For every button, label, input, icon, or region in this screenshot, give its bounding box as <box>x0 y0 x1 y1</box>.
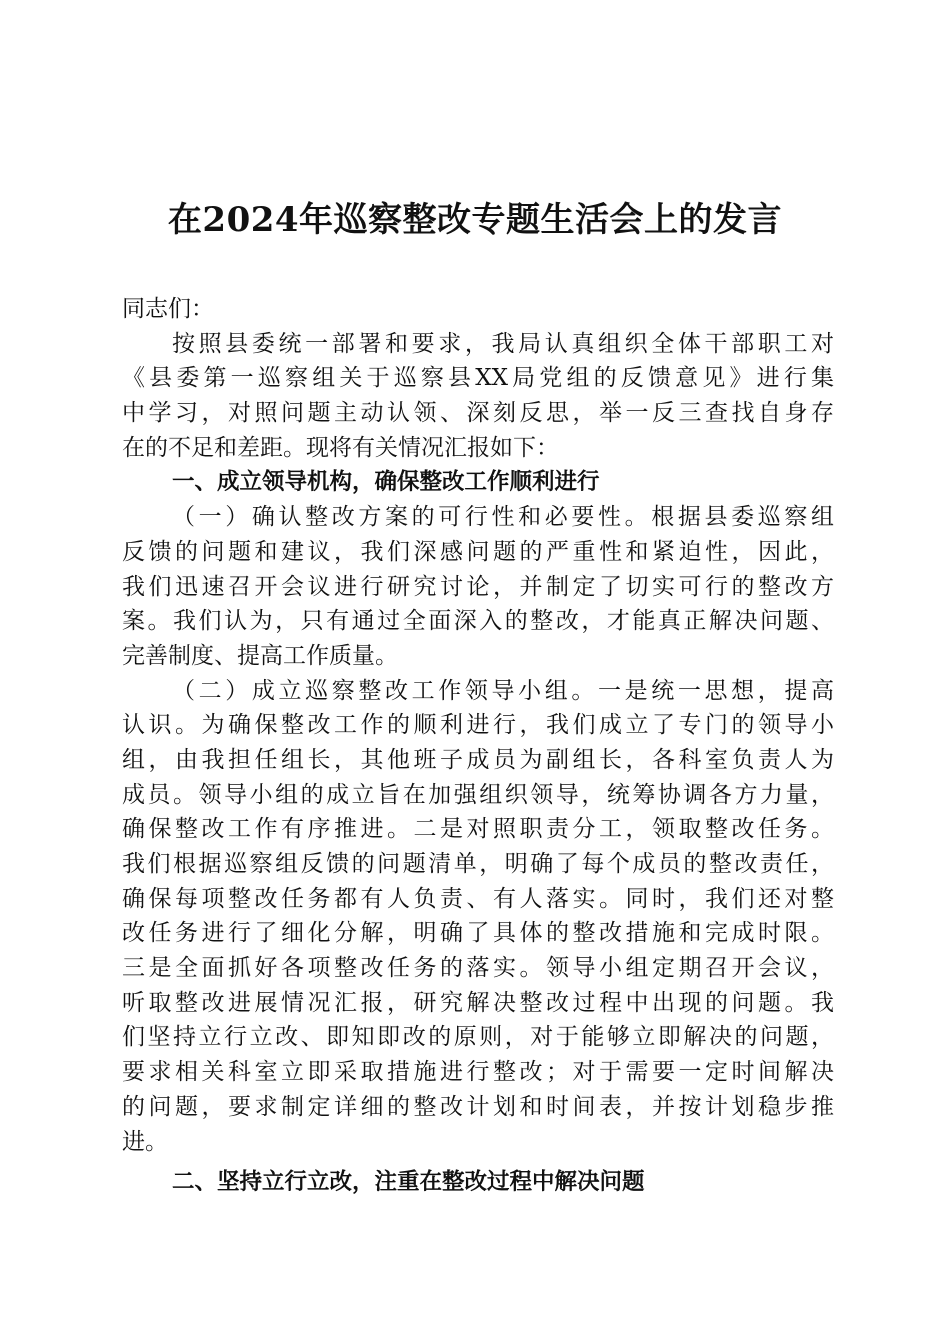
paragraph-line: 反馈的问题和建议，我们深感问题的严重性和紧迫性，因此， <box>122 538 834 565</box>
paragraph-line: 们坚持立行立改、即知即改的原则，对于能够立即解决的问题， <box>122 1024 834 1051</box>
paragraph-line: 要求相关科室立即采取措施进行整改；对于需要一定时间解决 <box>122 1059 834 1086</box>
paragraph-line: 成员。领导小组的成立旨在加强组织领导，统筹协调各方力量， <box>122 781 834 808</box>
paragraph-line: 进。 <box>122 1128 168 1155</box>
paragraph-line: 按照县委统一部署和要求，我局认真组织全体干部职工对 <box>172 330 834 357</box>
paragraph-line: 听取整改进展情况汇报，研究解决整改过程中出现的问题。我 <box>122 989 834 1016</box>
paragraph-line: 完善制度、提高工作质量。 <box>122 642 398 669</box>
paragraph-line: （一）确认整改方案的可行性和必要性。根据县委巡察组 <box>172 504 834 531</box>
paragraph-line: 组，由我担任组长，其他班子成员为副组长，各科室负责人为 <box>122 746 834 773</box>
paragraph-line: 我们迅速召开会议进行研究讨论，并制定了切实可行的整改方 <box>122 573 834 600</box>
paragraph-line: 《县委第一巡察组关于巡察县XX局党组的反馈意见》进行集 <box>122 365 834 392</box>
paragraph-line: 在的不足和差距。现将有关情况汇报如下： <box>122 434 559 461</box>
paragraph-line: 我们根据巡察组反馈的问题清单，明确了每个成员的整改责任， <box>122 851 834 877</box>
paragraph-line: 改任务进行了细化分解，明确了具体的整改措施和完成时限。 <box>122 920 834 947</box>
section-heading: 二、坚持立行立改，注重在整改过程中解决问题 <box>172 1169 645 1196</box>
paragraph-line: （二）成立巡察整改工作领导小组。一是统一思想，提高 <box>172 677 834 704</box>
document-title: 在2024年巡察整改专题生活会上的发言 <box>167 200 783 240</box>
paragraph-line: 的问题，要求制定详细的整改计划和时间表，并按计划稳步推 <box>122 1093 834 1120</box>
paragraph-line: 三是全面抓好各项整改任务的落实。领导小组定期召开会议， <box>122 955 834 982</box>
document-body <box>122 292 834 1200</box>
paragraph-line: 确保整改工作有序推进。二是对照职责分工，领取整改任务。 <box>122 816 834 843</box>
paragraph-line: 确保每项整改任务都有人负责、有人落实。同时，我们还对整 <box>122 885 834 912</box>
paragraph-line: 中学习，对照问题主动认领、深刻反思，举一反三查找自身存 <box>122 400 834 427</box>
paragraph-line: 认识。为确保整改工作的顺利进行，我们成立了专门的领导小 <box>122 712 834 739</box>
salutation-line: 同志们： <box>122 296 214 322</box>
section-heading: 一、成立领导机构，确保整改工作顺利进行 <box>172 469 600 496</box>
paragraph-line: 案。我们认为，只有通过全面深入的整改，才能真正解决问题、 <box>122 608 834 635</box>
